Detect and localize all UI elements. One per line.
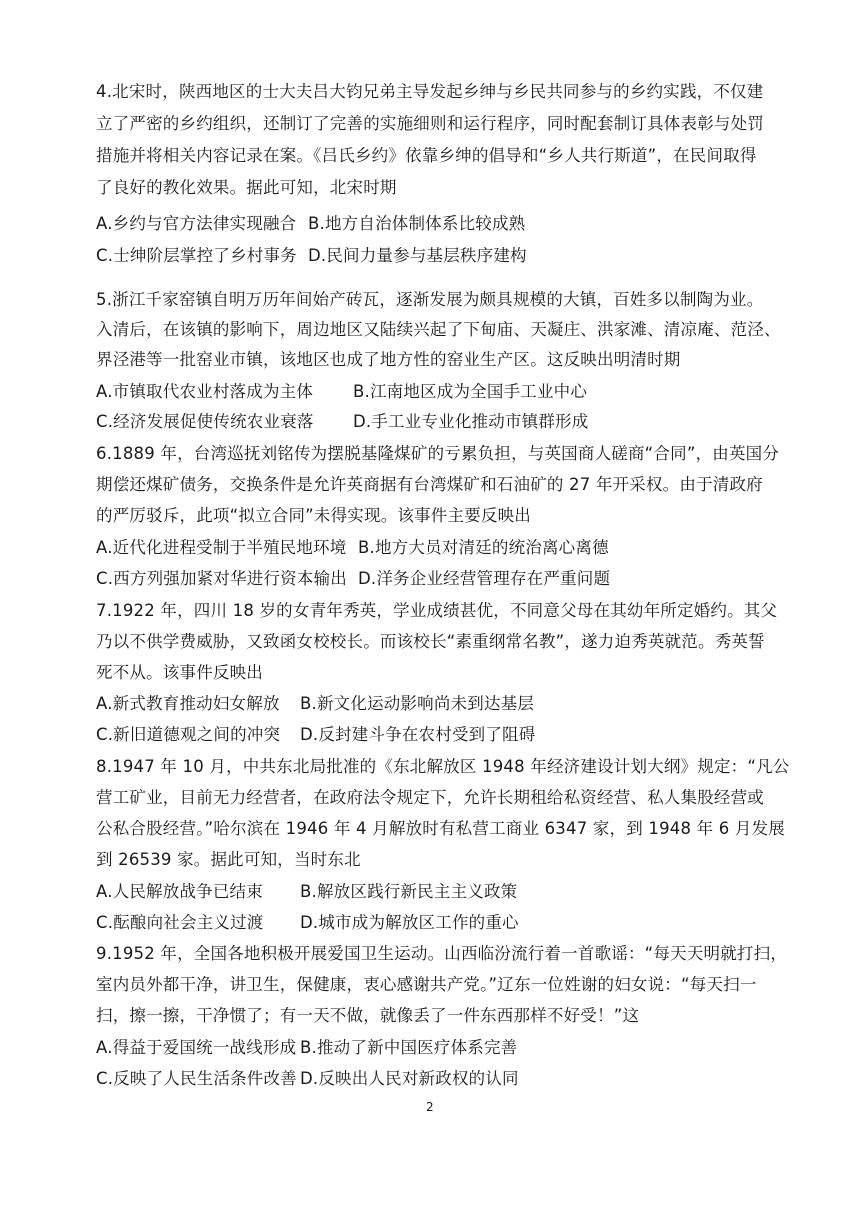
question-8-line-3: 公私合股经营。”哈尔滨在 1946 年 4 月解放时有私营工商业 6347 家，到 1948 年 6 月发展 <box>96 819 786 838</box>
question-6-option-a: A.近代化进程受制于半殖民地环境 <box>96 538 347 557</box>
question-7-line-3: 死不从。该事件反映出 <box>96 663 263 682</box>
question-6-option-c: C.西方列强加紧对华进行资本输出 <box>96 569 347 588</box>
question-4-line-4: 了良好的教化效果。据此可知，北宋时期 <box>96 178 397 197</box>
question-4-line-1: 4.北宋时，陕西地区的士大夫吕大钧兄弟主导发起乡绅与乡民共同参与的乡约实践，不仅建 <box>96 82 764 101</box>
question-7-option-c: C.新旧道德观之间的冲突 <box>96 725 281 744</box>
question-5-line-2: 入清后，在该镇的影响下，周边地区又陆续兴起了下甸庙、天凝庄、洪家滩、清凉庵、范泾、 <box>96 320 781 339</box>
question-6-line-1: 6.1889 年，台湾巡抚刘铭传为摆脱基隆煤矿的亏累负担，与英国商人磋商“合同”，由英国分 <box>96 444 780 463</box>
page-number: 2 <box>426 1100 434 1114</box>
question-7-option-d: D.反封建斗争在农村受到了阻碍 <box>300 725 536 744</box>
question-4-option-b: B.地方自治体制体系比较成熟 <box>308 214 526 233</box>
question-9-option-a: A.得益于爱国统一战线形成 <box>96 1038 297 1057</box>
question-8-line-4: 到 26539 家。据此可知，当时东北 <box>96 850 361 869</box>
question-4-option-c: C.士绅阶层掌控了乡村事务 <box>96 246 297 265</box>
question-4-option-a: A.乡约与官方法律实现融合 <box>96 214 297 233</box>
question-7-line-1: 7.1922 年，四川 18 岁的女青年秀英，学业成绩甚优，不同意父母在其幼年所定婚约。其父 <box>96 601 778 620</box>
question-9-option-d: D.反映出人民对新政权的认同 <box>300 1069 519 1088</box>
question-5-option-d: D.手工业专业化推动市镇群形成 <box>353 412 589 431</box>
question-8-line-2: 营工矿业，目前无力经营者，在政府法令规定下，允许长期租给私资经营、私人集股经营或 <box>96 788 764 807</box>
question-7-option-a: A.新式教育推动妇女解放 <box>96 694 280 713</box>
question-9-option-b: B.推动了新中国医疗体系完善 <box>300 1038 518 1057</box>
question-9-line-1: 9.1952 年，全国各地积极开展爱国卫生运动。山西临汾流行着一首歌谣：“每天天明就打扫， <box>96 944 788 963</box>
question-5-option-a: A.市镇取代农业村落成为主体 <box>96 382 314 401</box>
question-4-line-3: 措施并将相关内容记录在案。《吕氏乡约》依靠乡绅的倡导和“乡人共行斯道”，在民间取得 <box>96 146 757 165</box>
question-8-option-b: B.解放区践行新民主主义政策 <box>300 882 518 901</box>
question-4-option-d: D.民间力量参与基层秩序建构 <box>308 246 527 265</box>
question-6-option-d: D.洋务企业经营管理存在严重问题 <box>358 569 611 588</box>
question-8-option-d: D.城市成为解放区工作的重心 <box>300 913 519 932</box>
question-5-line-1: 5.浙江千家窑镇自明万历年间始产砖瓦，逐渐发展为颇具规模的大镇，百姓多以制陶为业。 <box>96 290 764 309</box>
question-8-option-a: A.人民解放战争已结束 <box>96 882 263 901</box>
question-6-line-2: 期偿还煤矿债务，交换条件是允许英商据有台湾煤矿和石油矿的 27 年开采权。由于清政府 <box>96 475 763 494</box>
question-9-line-3: 扫，擦一擦，干净惯了；有一天不做，就像丢了一件东西那样不好受！”这 <box>96 1006 640 1025</box>
question-5-option-c: C.经济发展促使传统农业衰落 <box>96 412 314 431</box>
question-7-line-2: 乃以不供学费威胁，又致函女校校长。而该校长“素重纲常名教”，遂力迫秀英就范。秀英誓 <box>96 632 765 651</box>
question-6-line-3: 的严厉驳斥，此项“拟立合同”未得实现。该事件主要反映出 <box>96 506 531 525</box>
question-8-line-1: 8.1947 年 10 月，中共东北局批准的《东北解放区 1948 年经济建设计划大纲》规定：“凡公 <box>96 757 790 776</box>
question-5-option-b: B.江南地区成为全国手工业中心 <box>353 382 588 401</box>
question-9-line-2: 室内员外都干净，讲卫生，保健康，衷心感谢共产党。”辽东一位姓谢的妇女说：“每天扫一 <box>96 975 757 994</box>
question-7-option-b: B.新文化运动影响尚未到达基层 <box>300 694 535 713</box>
question-9-option-c: C.反映了人民生活条件改善 <box>96 1069 297 1088</box>
question-5-line-3: 界泾港等一批窑业市镇，该地区也成了地方性的窑业生产区。这反映出明清时期 <box>96 350 681 369</box>
question-4-line-2: 立了严密的乡约组织，还制订了完善的实施细则和运行程序，同时配套制订具体表彰与处罚 <box>96 114 764 133</box>
question-8-option-c: C.酝酿向社会主义过渡 <box>96 913 264 932</box>
question-6-option-b: B.地方大员对清廷的统治离心离德 <box>358 538 609 557</box>
